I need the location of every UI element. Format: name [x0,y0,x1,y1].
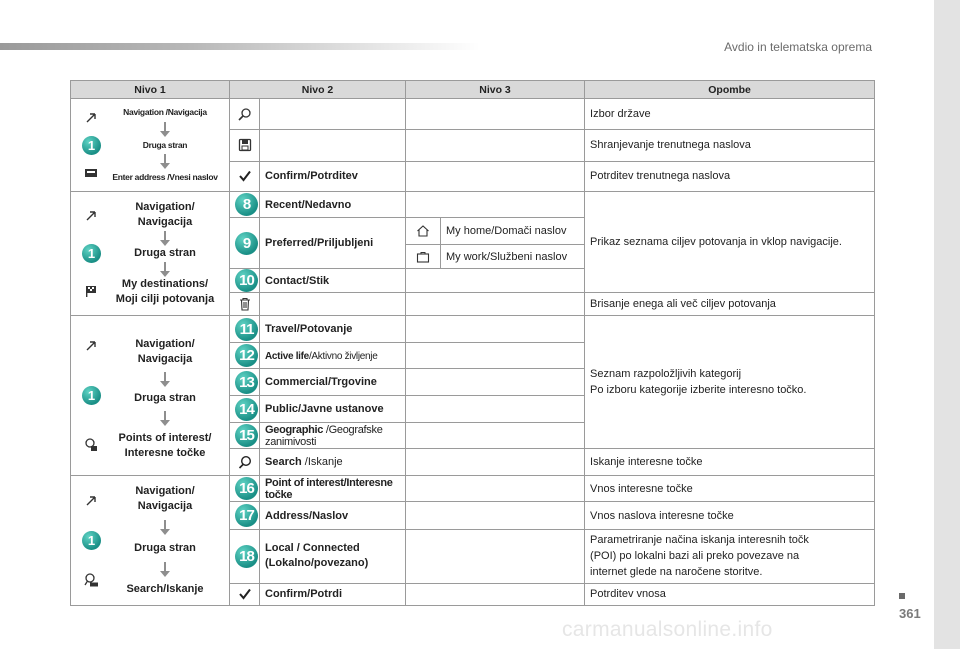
menu-label-main: Active life [265,350,309,362]
down-arrow-icon [164,122,166,132]
step-badge: 1 [82,531,101,550]
down-arrow-icon [164,154,166,164]
nav-level-2: Druga stran [134,247,196,259]
menu-label-line: (Lokalno/povezano) [265,557,369,570]
menu-label-line: Local / Connected [265,542,360,555]
menu-label: Commercial/Trgovine [260,369,406,396]
down-arrow-icon [164,520,166,530]
nav-path-cell [71,192,230,316]
table-row [71,476,875,502]
section-title: Avdio in telematska oprema [724,40,872,54]
step-badge: 1 [82,136,101,155]
col-header-opombe: Opombe [585,81,875,99]
step-badge: 8 [235,193,258,216]
page-marker [899,593,905,599]
nav-level-3: Enter address /Vnesi naslov [112,172,218,182]
nav-level-1: Navigation/ Navigacija [135,201,195,228]
menu-label: Confirm/Potrditev [260,161,406,191]
menu-table [70,80,875,606]
nav-level-1: Navigation/ Navigacija [135,337,195,365]
menu-label [260,449,406,476]
flag-icon [84,284,98,298]
note-line: (POI) po lokalni bazi ali preko povezave na [590,550,800,563]
nav-level-2: Druga stran [134,541,196,554]
menu-label [260,423,406,449]
watermark: carmanualsonline.info [562,618,773,641]
step-badge: 16 [235,477,258,500]
nav-level-1: Navigation /Navigacija [123,107,207,117]
menu-label-main: Search [265,456,302,468]
down-arrow-icon [164,372,166,382]
nav-level-2: Druga stran [134,392,196,404]
navigation-icon [84,494,98,508]
menu-label-suffix: /Aktivno življenje [308,350,378,362]
navigation-icon [84,111,98,125]
work-icon [416,250,430,264]
table-row [71,99,875,130]
step-badge: 11 [235,318,258,341]
menu-label: Confirm/Potrdi [260,583,406,605]
submenu-label: My home/Domači naslov [441,218,585,245]
keyboard-icon [84,166,98,180]
note-line: internet glede na naročene storitve. [590,566,763,579]
note-line: Seznam razpoložljivih kategorij [590,368,742,380]
submenu-label: My work/Službeni naslov [441,245,585,269]
note-cell [585,316,875,449]
note-cell: Prikaz seznama ciljev potovanja in vklop navigacije. [585,192,875,293]
note-line: Parametriranje načina iskanja interesnih točk [590,534,809,547]
save-icon [238,138,252,152]
nav-path-cell [71,476,230,606]
header-bar [0,43,480,50]
step-badge: 15 [235,424,258,447]
down-arrow-icon [164,562,166,572]
note-cell: Iskanje interesne točke [585,449,875,476]
note-cell [585,529,875,583]
note-line: Po izboru kategorije izberite interesno točko. [590,384,807,396]
down-arrow-icon [164,411,166,421]
menu-label: Point of interest/Interesne točke [260,476,406,502]
step-badge: 12 [235,344,258,367]
step-badge: 13 [235,371,258,394]
col-header-nivo2: Nivo 2 [230,81,406,99]
step-badge: 1 [82,386,101,405]
note-cell: Brisanje enega ali več ciljev potovanja [585,293,875,316]
nav-path-cell [71,316,230,476]
note-cell: Shranjevanje trenutnega naslova [585,130,875,161]
side-tab [934,0,960,649]
step-badge: 10 [235,269,258,292]
note-cell: Vnos interesne točke [585,476,875,502]
note-cell: Izbor države [585,99,875,130]
nav-level-1: Navigation/ Navigacija [135,485,195,512]
menu-label-suffix: /Geografske zanimivosti [265,423,383,448]
down-arrow-icon [164,262,166,272]
menu-label: Preferred/Priljubljeni [260,218,406,269]
note-cell: Potrditev trenutnega naslova [585,161,875,191]
menu-label: Recent/Nedavno [260,192,406,218]
table-row [71,316,875,343]
step-badge: 18 [235,545,258,568]
step-badge: 17 [235,504,258,527]
col-header-nivo3: Nivo 3 [406,81,585,99]
poi-icon [84,438,98,452]
menu-label: Travel/Potovanje [260,316,406,343]
nav-level-3: My destinations/ Moji cilji potovanja [115,278,215,305]
step-badge: 14 [235,398,258,421]
country-search-icon [238,107,252,121]
navigation-icon [84,209,98,223]
nav-level-3: Points of interest/ Interesne točke [118,431,212,459]
nav-path-cell [71,99,230,192]
search-icon [238,455,252,469]
navigation-icon [84,339,98,353]
home-icon [416,224,430,238]
menu-label: Contact/Stik [260,269,406,293]
note-cell: Potrditev vnosa [585,583,875,605]
table-header-row [71,81,875,99]
menu-label [260,529,406,583]
table-row [71,192,875,218]
note-cell: Vnos naslova interesne točke [585,502,875,529]
check-icon [238,587,252,601]
nav-level-2: Druga stran [142,139,188,150]
menu-label [260,343,406,369]
search-abc-icon [84,573,98,587]
trash-icon [238,297,252,311]
menu-label-main: Geographic [265,423,324,436]
down-arrow-icon [164,231,166,241]
menu-label-suffix: /Iskanje [301,456,343,468]
step-badge: 9 [235,232,258,255]
col-header-nivo1: Nivo 1 [71,81,230,99]
check-icon [238,169,252,183]
menu-label: Public/Javne ustanove [260,396,406,423]
step-badge: 1 [82,244,101,263]
nav-level-3: Search/Iskanje [126,583,204,595]
menu-label: Address/Naslov [260,502,406,529]
page-number: 361 [899,606,921,621]
